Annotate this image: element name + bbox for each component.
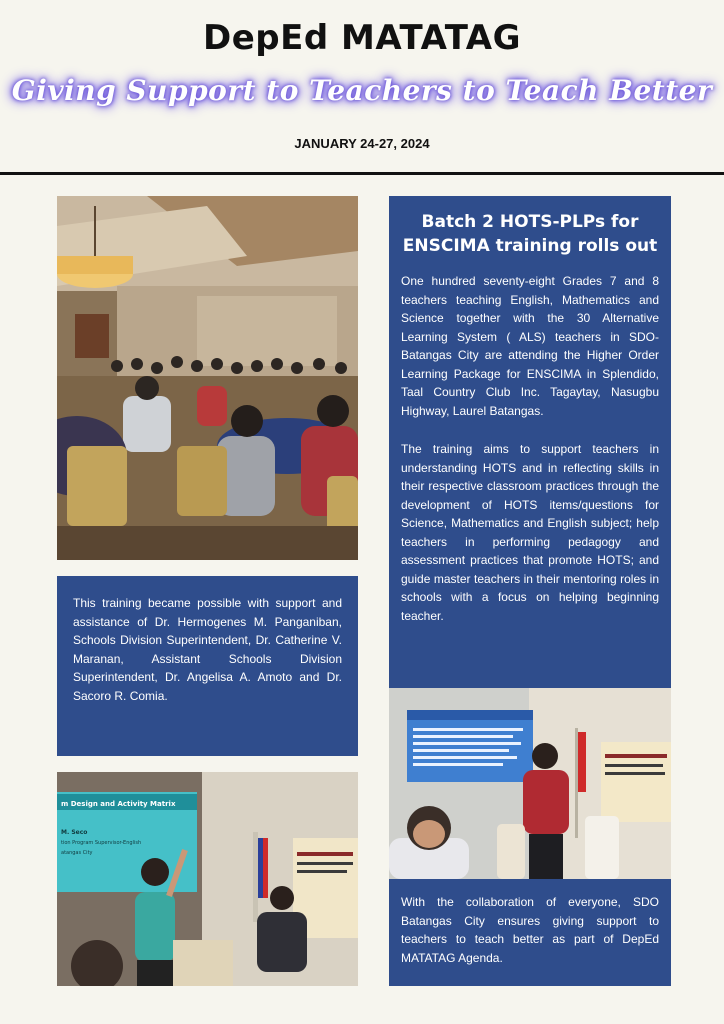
closing-statement-box — [389, 879, 671, 986]
slide-title-text: m Design and Activity Matrix — [61, 800, 176, 808]
photo-training-room — [57, 196, 358, 560]
article-panel — [389, 196, 671, 688]
page-header — [0, 0, 724, 172]
article-paragraph-1: One hundred seventy-eight Grades 7 and 8 teachers teaching English, Mathematics and Science together with the 30 Alternative Learning System ( ALS) teachers in SDO- Batangas City are attending the Higher Order Learning Package for ENSCIMA in Splendido, Taal Country Club Inc. Tagaytay, Nasugbu Highway, Laurel Batangas. — [401, 274, 659, 418]
event-date: JANUARY 24-27, 2024 — [294, 136, 430, 151]
support-acknowledgement-box — [57, 576, 358, 756]
article-paragraph-2: The training aims to support teachers in understanding HOTS and in reflecting skills in their respective classroom practices through the development of HOTS items/questions for Science, Mathematics and English subject; help teachers in performing pedagogy and assessment practices that promote HOTS; and guide master teachers in their mentoring roles in schools with a focus on helping beginning teacher. — [401, 442, 659, 623]
slide-name-text: M. Seco — [61, 829, 88, 836]
page-title: DepEd MATATAG — [202, 18, 522, 58]
photo-presenter-right — [389, 688, 671, 879]
page-subtitle: Giving Support to Teachers to Teach Better — [11, 74, 713, 107]
header-divider — [0, 172, 724, 175]
closing-text: With the collaboration of everyone, SDO Batangas City ensures giving support to teachers to teach better as part of DepEd MATATAG Agenda. — [401, 895, 659, 965]
slide-role-text: tion Program Supervisor-English — [61, 840, 142, 846]
photo-presenter-left — [57, 772, 358, 986]
slide-place-text: atangas City — [61, 850, 93, 856]
article-headline: Batch 2 HOTS-PLPs for ENSCIMA training rolls out — [402, 212, 658, 256]
support-text: This training became possible with support and assistance of Dr. Hermogenes M. Panganiban, Schools Division Superintendent, Dr. Catherine V. Maranan, Assistant Schools Division Superintendent, Dr. Angelisa A. Amoto and Dr. Sacoro R. Comia. — [73, 596, 342, 703]
